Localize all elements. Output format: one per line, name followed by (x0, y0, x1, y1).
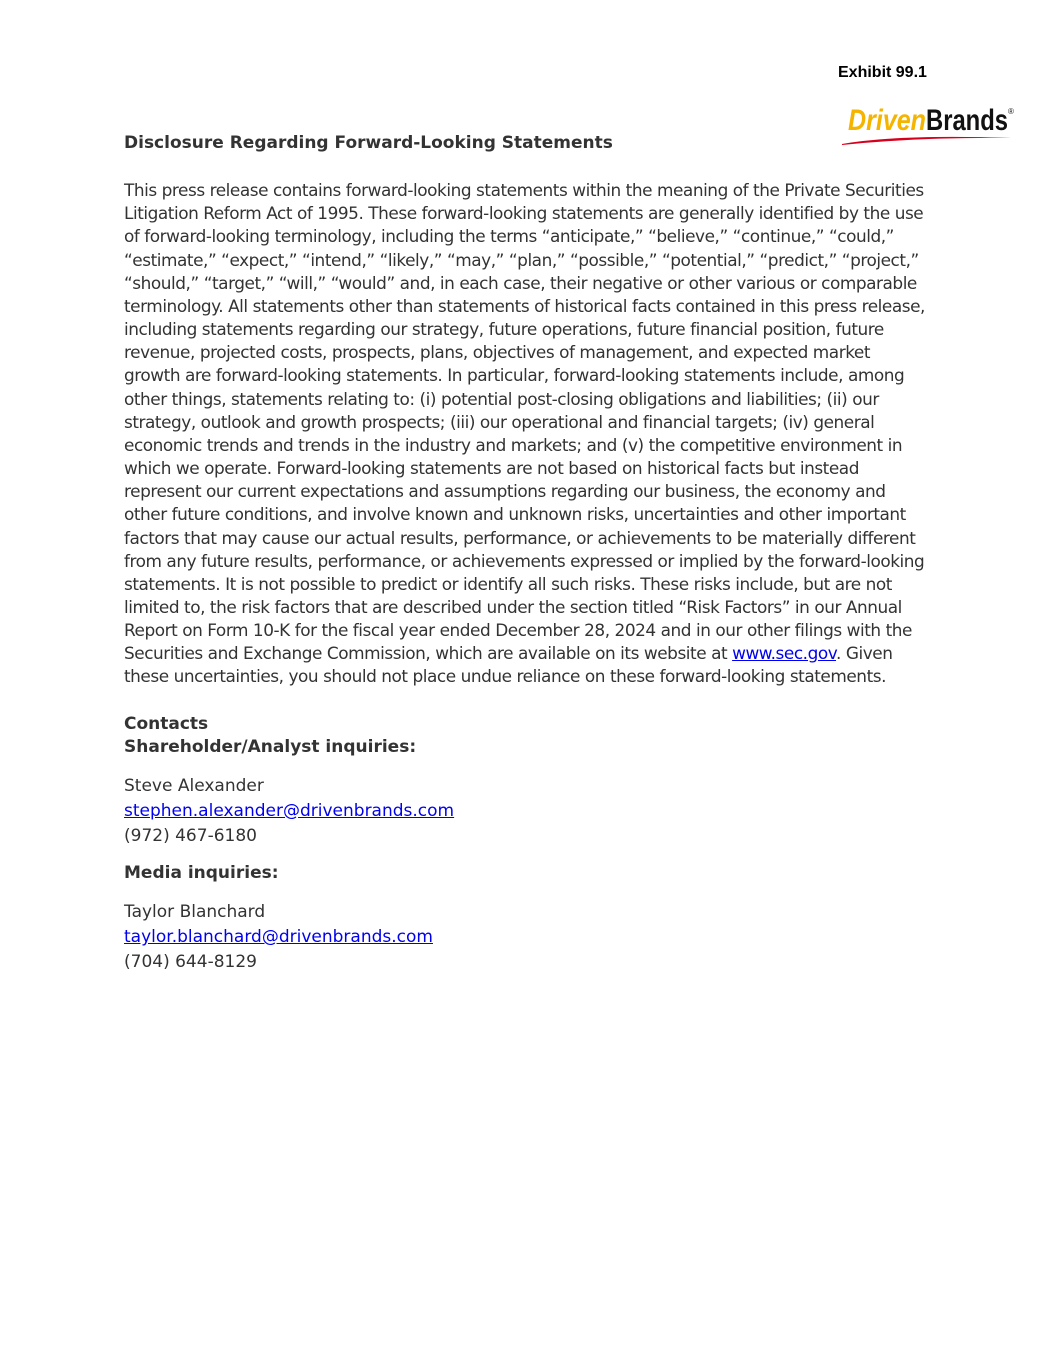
contacts-title: Contacts (124, 713, 209, 734)
logo-registered-mark: ® (1008, 107, 1014, 116)
logo-text-brands: Brands (926, 104, 1008, 137)
sec-gov-link[interactable]: www.sec.gov (732, 643, 836, 664)
contact-email-link[interactable]: stephen.alexander@drivenbrands.com (124, 800, 455, 821)
logo-text-driven: Driven (848, 104, 926, 137)
paragraph-text-end: . Given these uncertainties, you should not place undue reliance on these forward-looking statements. (124, 643, 893, 687)
contact-name: Steve Alexander (124, 775, 264, 796)
media-contact (124, 900, 930, 975)
shareholder-inquiries-heading: Shareholder/Analyst inquiries: (124, 736, 417, 757)
document-body (124, 132, 930, 975)
contact-phone: (972) 467-6180 (124, 825, 257, 846)
forward-looking-paragraph (124, 179, 930, 688)
contact-name: Taylor Blanchard (124, 902, 266, 923)
contact-email-link[interactable]: taylor.blanchard@drivenbrands.com (124, 927, 433, 948)
exhibit-label: Exhibit 99.1 (838, 64, 927, 81)
paragraph-text-main: This press release contains forward-looking statements within the meaning of the Private Securities Litigation Reform Act of 1995. These forward-looking statements are generally identified by the use of forward-looking terminology, including the terms “anticipate,” “believe,” “continue,” “could,” “estimate,” “expect,” “intend,” “likely,” “may,” “plan,” “possible,” “potential,” “predict,” “project,” “should,” “target,” “will,” “would” and, in each case, their negative or other various or comparable terminology. All statements other than statements of historical facts contained in this press release, including statements regarding our strategy, future operations, future financial position, future revenue, projected costs, prospects, plans, objectives of management, and expected market growth are forward-looking statements. In particular, forward-looking statements include, among other things, statements relating to: (i) potential post-closing obligations and liabilities; (ii) our strategy, outlook and growth prospects; (iii) our operational and financial targets; (iv) general economic trends and trends in the industry and markets; and (v) the competitive environment in which we operate. Forward-looking statements are not based on historical facts but instead represent our current expectations and assumptions regarding our business, the economy and other future conditions, and involve known and unknown risks, uncertainties and other important factors that may cause our actual results, performance, or achievements to be materially different from any future results, performance, or achievements expressed or implied by the forward-looking statements. It is not possible to predict or identify all such risks. These risks include, but are not limited to, the risk factors that are described under the section titled “Risk Factors” in our Annual Report on Form 10-K for the fiscal year ended December 28, 2024 and in our other filings with the Securities and Exchange Commission, which are available on its website at (124, 180, 925, 664)
media-inquiries-heading: Media inquiries: (124, 862, 279, 883)
shareholder-contact (124, 774, 930, 849)
section-title: Disclosure Regarding Forward-Looking Statements (124, 133, 613, 153)
contacts-section (124, 713, 930, 975)
contact-phone: (704) 644-8129 (124, 952, 257, 973)
